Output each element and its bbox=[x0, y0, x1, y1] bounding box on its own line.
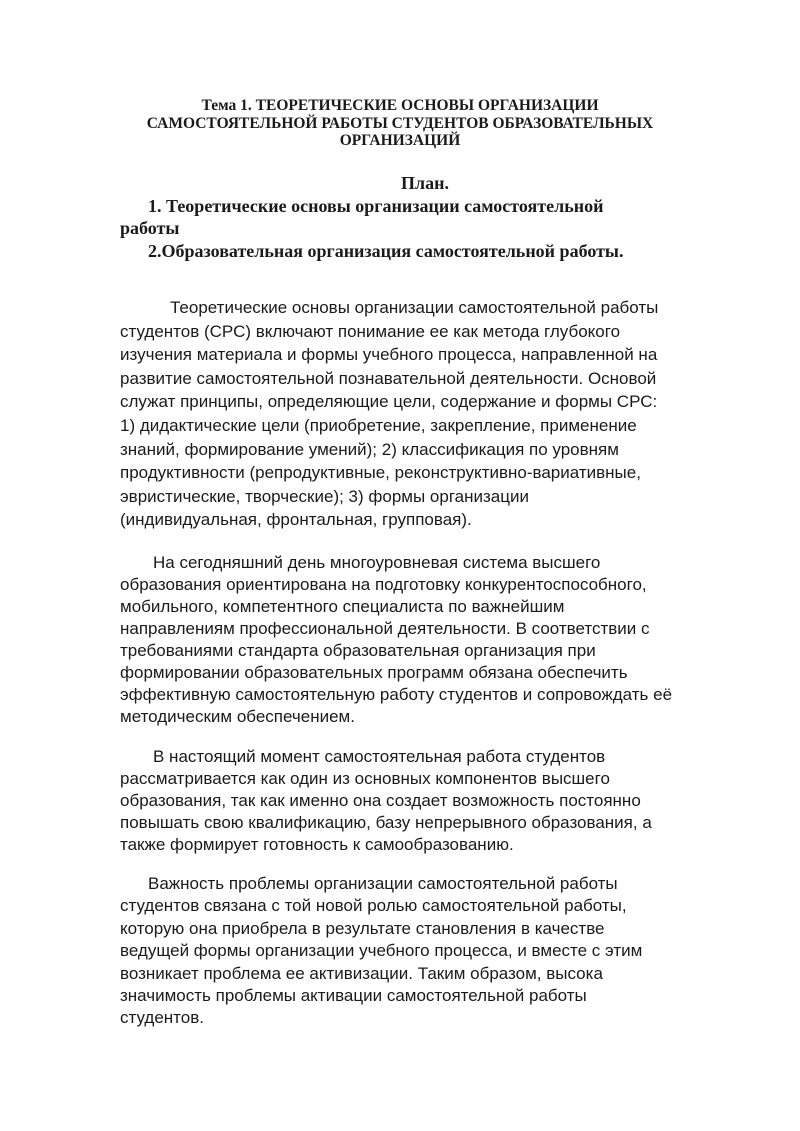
paragraph-line: эффективную самостоятельную работу студентов и сопровождать её bbox=[120, 685, 673, 704]
document-title bbox=[120, 97, 680, 150]
paragraph-line: Важность проблемы организации самостоятельной работы bbox=[148, 874, 618, 893]
title-line: ОРГАНИЗАЦИЙ bbox=[339, 132, 461, 149]
paragraph-line: служат принципы, определяющие цели, содержание и формы СРС: bbox=[120, 392, 658, 412]
paragraph-line: На сегодняшний день многоуровневая система высшего bbox=[153, 553, 601, 572]
paragraph-line: методическим обеспечением. bbox=[120, 707, 355, 726]
paragraph-line: (индивидуальная, фронтальная, групповая). bbox=[120, 510, 472, 530]
paragraph-line: Теоретические основы организации самостоятельной работы bbox=[170, 298, 659, 317]
paragraph-1 bbox=[120, 296, 680, 532]
paragraph-line: также формирует готовность к самообразованию. bbox=[120, 835, 514, 854]
paragraph-line: образования, так как именно она создает возможность постоянно bbox=[120, 791, 641, 810]
plan-heading: План. bbox=[401, 173, 449, 193]
paragraph-line: развитие самостоятельной познавательной деятельности. Основой bbox=[120, 368, 657, 388]
title-line: САМОСТОЯТЕЛЬНОЙ РАБОТЫ СТУДЕНТОВ ОБРАЗОВАТЕЛЬНЫХ bbox=[146, 114, 654, 132]
paragraph-4 bbox=[120, 873, 680, 1030]
paragraph-line: эвристические, творческие); 3) формы организации bbox=[120, 486, 529, 506]
title-line: Тема 1. ТЕОРЕТИЧЕСКИЕ ОСНОВЫ ОРГАНИЗАЦИИ bbox=[201, 97, 599, 114]
paragraph-line: знаний, формирование умений); 2) классификация по уровням bbox=[120, 439, 619, 459]
plan-item-1: 1. Теоретические основы организации самостоятельной bbox=[148, 195, 604, 216]
paragraph-line: студентов связана с той новой ролью самостоятельной работы, bbox=[120, 896, 627, 916]
plan-item-1-continuation: работы bbox=[120, 218, 180, 238]
paragraph-line: образования ориентирована на подготовку конкурентоспособного, bbox=[120, 575, 647, 594]
paragraph-line: мобильного, компетентного специалиста по важнейшим bbox=[120, 597, 565, 616]
paragraph-line: значимость проблемы активации самостоятельной работы bbox=[120, 986, 587, 1006]
paragraph-line: требованиями стандарта образовательная организация при bbox=[120, 641, 596, 660]
paragraph-line: студентов. bbox=[120, 1008, 204, 1028]
paragraph-line: студентов (СРС) включают понимание ее как метода глубокого bbox=[120, 321, 621, 341]
paragraph-line: изучения материала и формы учебного процесса, направленной на bbox=[120, 345, 658, 365]
paragraph-line: ведущей формы организации учебного процесса, и вместе с этим bbox=[120, 941, 643, 961]
paragraph-line: повышать свою квалификацию, базу непрерывного образования, а bbox=[120, 813, 652, 832]
paragraph-line: формировании образовательных программ обязана обеспечить bbox=[120, 663, 628, 682]
paragraph-line: направлениям профессиональной деятельности. В соответствии с bbox=[120, 619, 650, 638]
paragraph-line: которую она приобрела в результате становления в качестве bbox=[120, 918, 605, 938]
paragraph-line: 1) дидактические цели (приобретение, закрепление, применение bbox=[120, 415, 637, 435]
paragraph-line: продуктивности (репродуктивные, реконструктивно-вариативные, bbox=[120, 463, 641, 483]
paragraph-line: рассматривается как один из основных компонентов высшего bbox=[120, 769, 610, 788]
paragraph-3 bbox=[120, 746, 680, 856]
plan-section bbox=[120, 172, 700, 262]
paragraph-2 bbox=[120, 552, 680, 728]
paragraph-line: возникает проблема ее активизации. Таким образом, высока bbox=[120, 963, 603, 983]
plan-item-2: 2.Образовательная организация самостоятельной работы. bbox=[148, 240, 624, 261]
paragraph-line: В настоящий момент самостоятельная работа студентов bbox=[153, 747, 606, 766]
